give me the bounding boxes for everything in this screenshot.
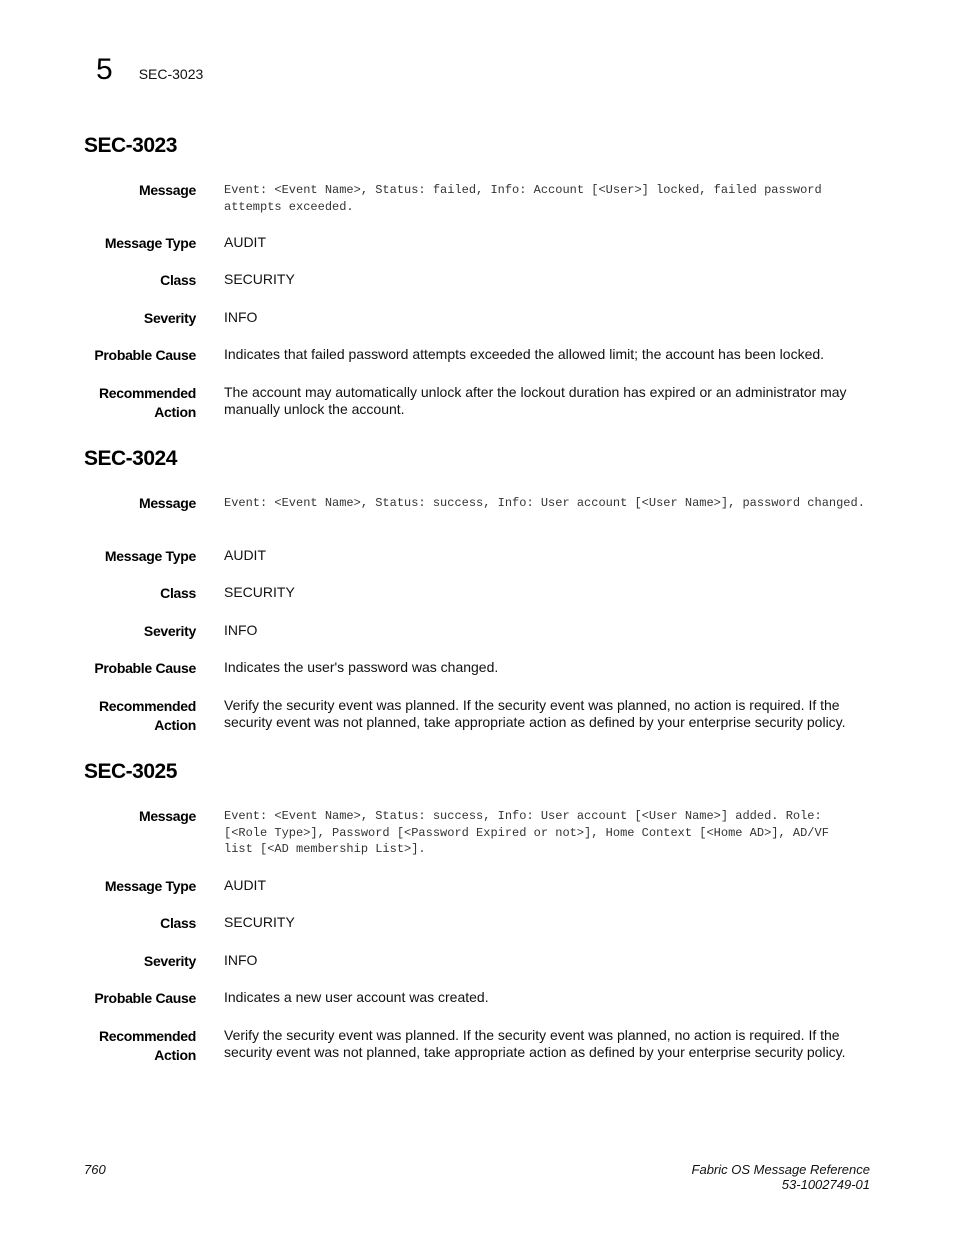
field-label [66,384,196,422]
page-number: 760 [84,1162,106,1177]
class-value: SECURITY [224,584,295,600]
message-text: Event: <Event Name>, Status: success, Info: User account [<User Name>] added. Role: [<Role Type>], Password [<Password Expired or not>], Home Context [<Home AD>], AD/VF list [<AD membership List>]. [224,809,829,856]
field-label: Severity [143,623,196,639]
chapter-number: 5 [96,53,113,86]
severity-value: INFO [224,309,258,325]
field-label: Class [160,585,196,601]
probable-cause-value: Indicates that failed password attempts exceeded the allowed limit; the account has been locked. [224,346,825,362]
label-line: Action [154,404,196,420]
doc-title: Fabric OS Message Reference [691,1162,870,1177]
field-label: Class [160,272,196,288]
message-text: Event: <Event Name>, Status: failed, Info: Account [<User>] locked, failed password attempts exceeded. [224,183,822,214]
field-label: Message [138,808,196,824]
label-line: Recommended [98,698,196,714]
severity-value: INFO [224,952,258,968]
page-header [96,55,203,85]
field-label [66,1027,196,1065]
recommended-action-value: Verify the security event was planned. If the security event was planned, no action is required. If the security event was not planned, take appropriate action as defined by your enterprise security policy. [224,697,846,730]
label-line: Recommended [98,385,196,401]
section-title: SEC-3023 [84,134,177,157]
field-label: Message [138,495,196,511]
message-type-value: AUDIT [224,877,266,893]
field-label: Severity [143,310,196,326]
footer-doc-info [692,1162,870,1192]
field-label: Message Type [104,878,196,894]
class-value: SECURITY [224,914,295,930]
severity-value: INFO [224,622,258,638]
field-label: Class [160,915,196,931]
field-label [66,697,196,735]
label-line: Action [154,717,196,733]
message-type-value: AUDIT [224,547,266,563]
label-line: Action [154,1047,196,1063]
field-label: Probable Cause [94,347,196,363]
section-title: SEC-3024 [84,447,177,470]
message-text: Event: <Event Name>, Status: success, Info: User account [<User Name>], password changed. [224,496,865,510]
recommended-action-value: Verify the security event was planned. If the security event was planned, no action is required. If the security event was not planned, take appropriate action as defined by your enterprise security policy. [224,1027,846,1060]
field-label: Severity [143,953,196,969]
probable-cause-value: Indicates a new user account was created. [224,989,489,1005]
field-label: Probable Cause [94,990,196,1006]
header-label: SEC-3023 [138,66,204,82]
section-title: SEC-3025 [84,760,177,783]
label-line: Recommended [98,1028,196,1044]
field-label: Message Type [104,235,196,251]
doc-number: 53-1002749-01 [781,1177,870,1192]
field-label: Probable Cause [94,660,196,676]
probable-cause-value: Indicates the user's password was changed. [224,659,499,675]
message-type-value: AUDIT [224,234,266,250]
field-label: Message Type [104,548,196,564]
field-label: Message [138,182,196,198]
class-value: SECURITY [224,271,295,287]
recommended-action-value: The account may automatically unlock after the lockout duration has expired or an administrator may manually unlock the account. [224,384,847,417]
